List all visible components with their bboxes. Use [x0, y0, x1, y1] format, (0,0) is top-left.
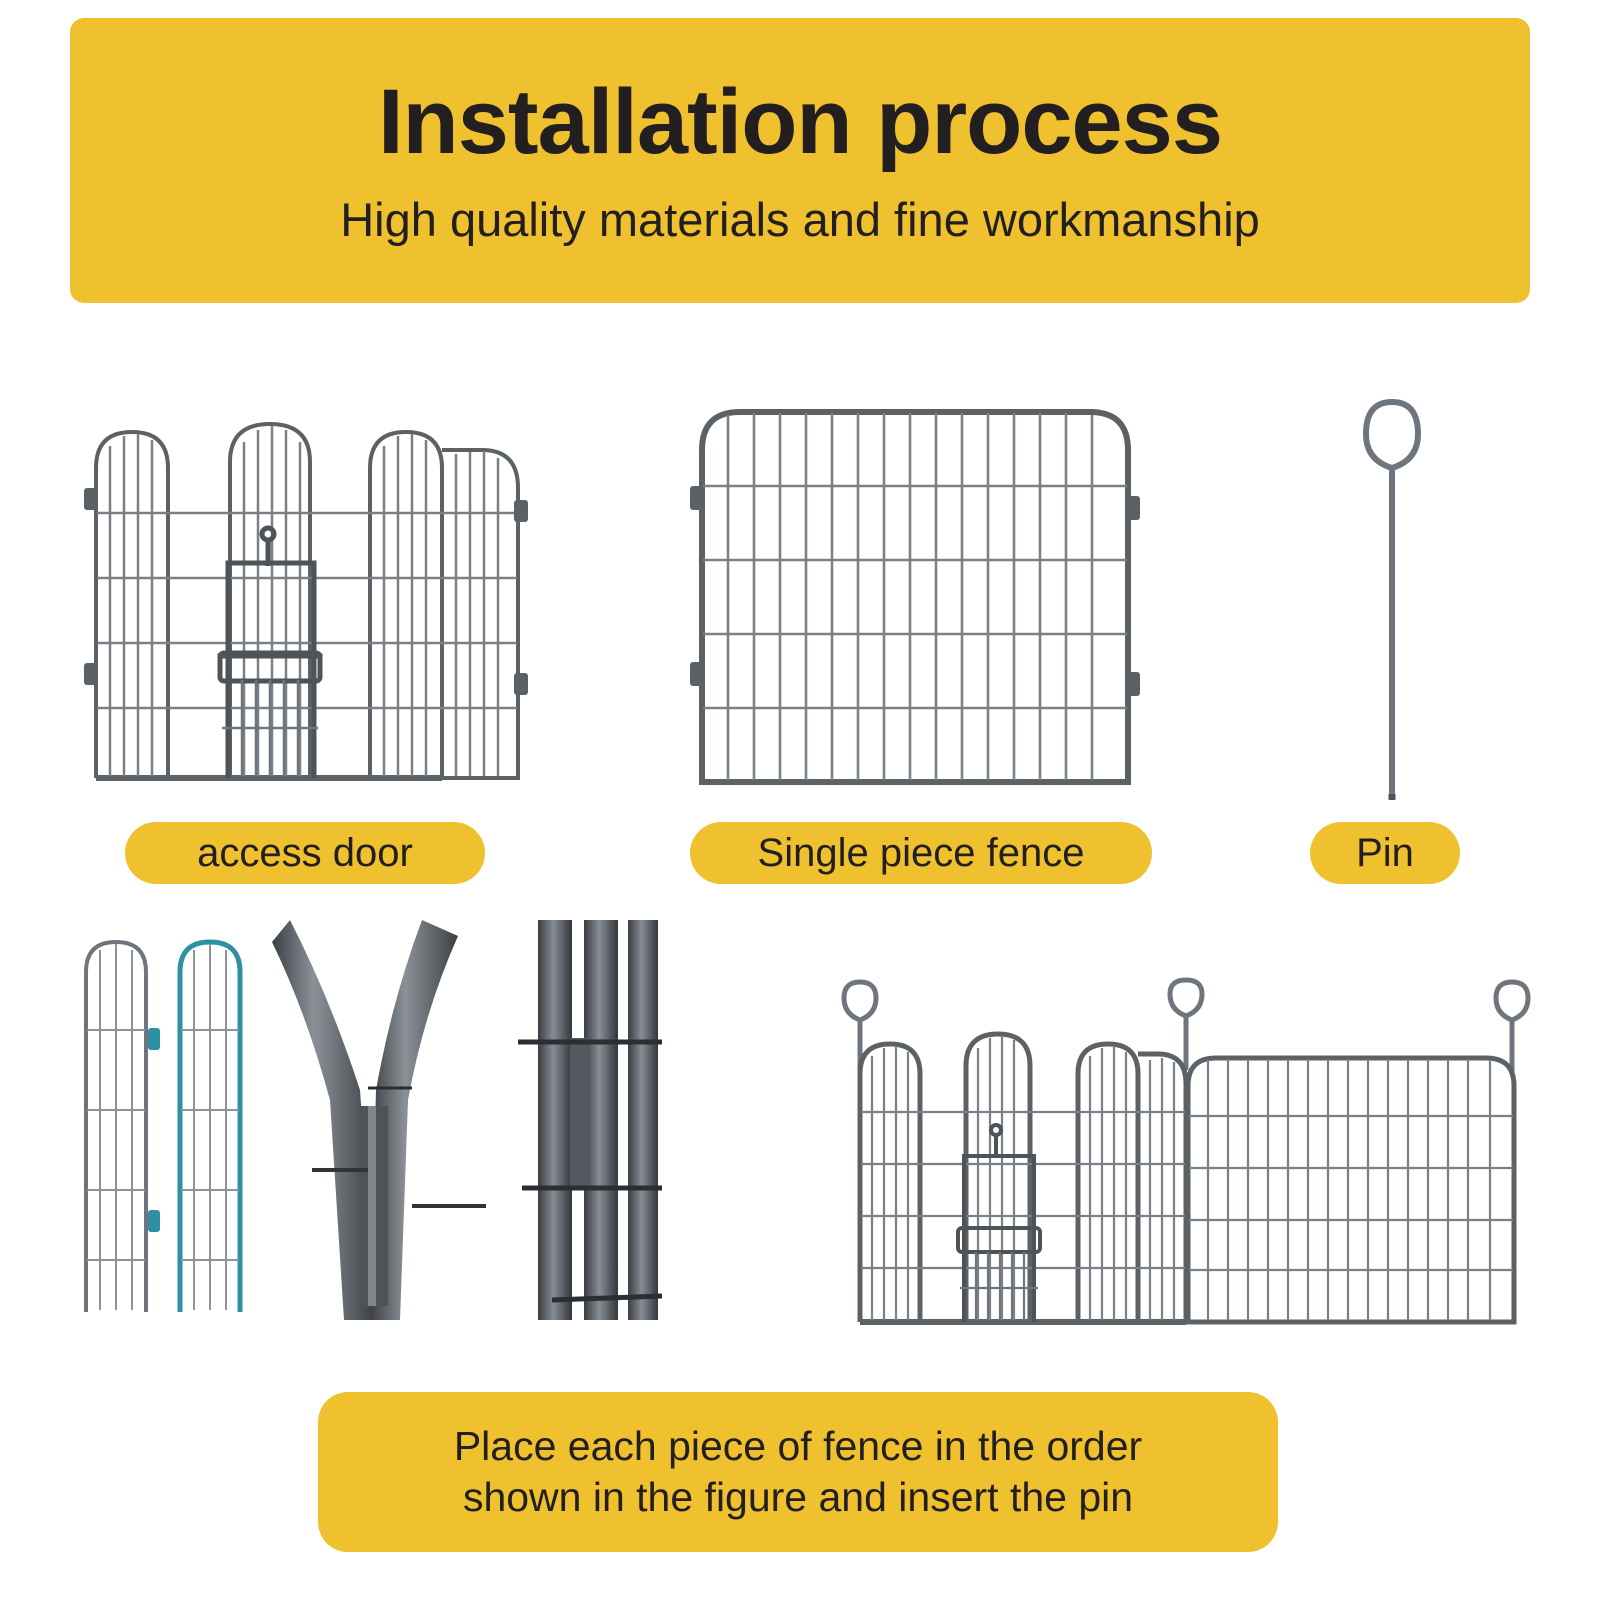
assembled-fence-drawing — [838, 978, 1538, 1338]
caption-bottom-instruction — [318, 1392, 1278, 1552]
hinge-detail-photo-1 — [72, 920, 264, 1320]
single-piece-fence-drawing — [680, 390, 1170, 800]
hinge-lugs — [690, 486, 1140, 696]
hinge-detail-photo-3 — [512, 920, 670, 1320]
hinge-detail-photo-2 — [272, 920, 502, 1320]
single-piece-fence-panel — [680, 390, 1170, 800]
caption-pin-text: Pin — [1356, 831, 1414, 875]
caption-single-piece-fence — [690, 822, 1152, 884]
caption-pin — [1310, 822, 1460, 884]
hinge-detail-1-drawing — [72, 920, 264, 1320]
caption-single-piece-fence-text: Single piece fence — [757, 831, 1085, 875]
caption-access-door — [125, 822, 485, 884]
page-title: Installation process — [377, 70, 1223, 173]
hinge-lug-highlight — [148, 1028, 160, 1232]
hinge-detail-3-drawing — [512, 920, 670, 1320]
hinge-detail-2-drawing — [272, 920, 502, 1320]
caption-bottom-line-1: Place each piece of fence in the order — [453, 1422, 1143, 1469]
inserted-pins — [844, 980, 1528, 1078]
caption-bottom-line-2: shown in the figure and insert the pin — [462, 1474, 1134, 1520]
access-door-panel — [70, 388, 560, 800]
pin-rod — [1340, 390, 1450, 810]
page-subtitle: High quality materials and fine workmanship — [340, 193, 1260, 247]
access-door-drawing — [70, 388, 560, 800]
header-band — [70, 18, 1530, 303]
assembled-fence-row — [838, 978, 1538, 1338]
pin-drawing — [1340, 390, 1450, 810]
caption-access-door-text: access door — [197, 831, 413, 875]
